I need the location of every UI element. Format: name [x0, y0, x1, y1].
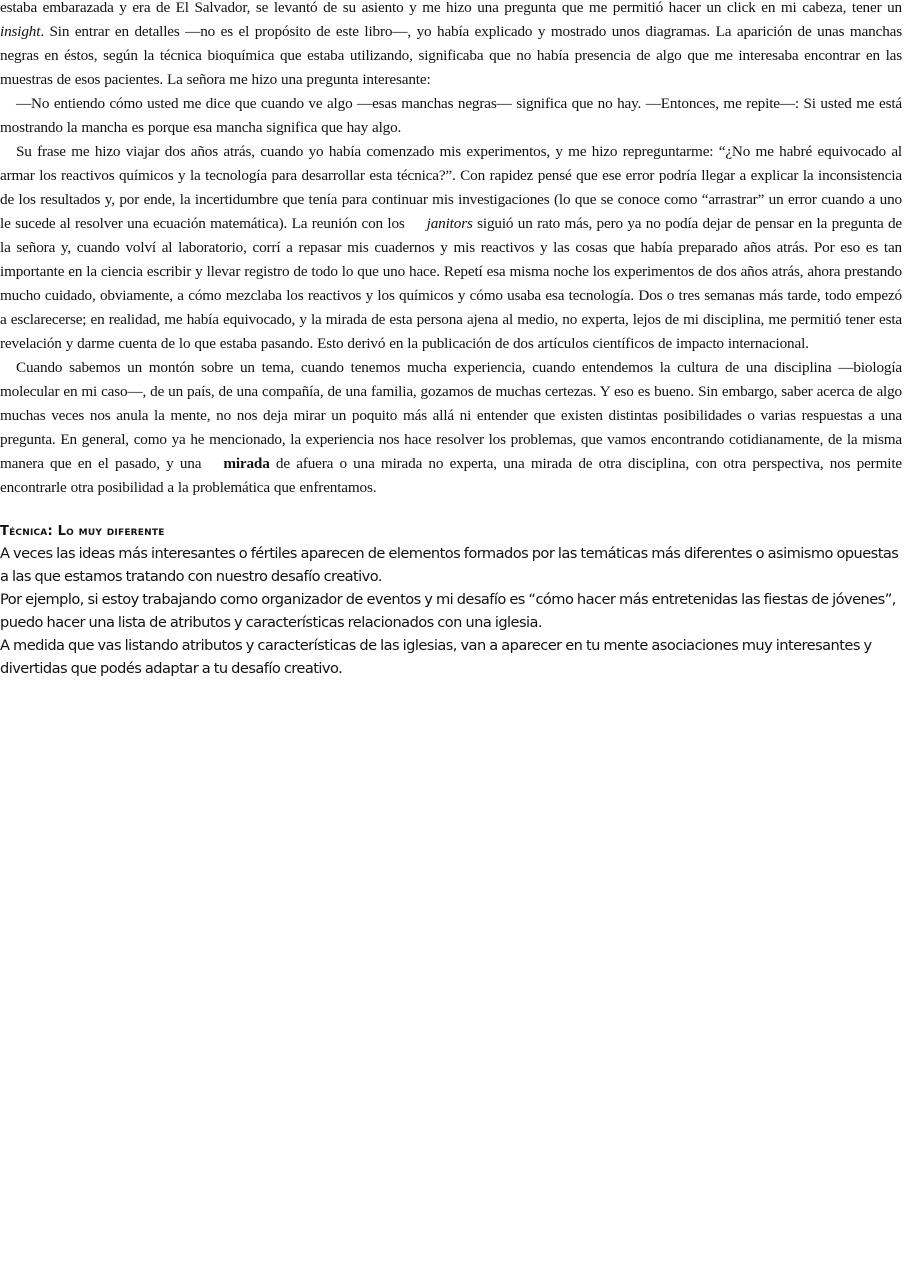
- section-paragraph-2: Por ejemplo, si estoy trabajando como organizador de eventos y mi desafío es “cómo hacer más entretenidas las fiestas de jóvenes”, puedo hacer una lista de atributos y características relacionados con una iglesia.: [0, 591, 896, 631]
- text-segment: Su frase me hizo viajar dos años atrás, cuando yo había comenzado mis experimentos, y me hizo repreguntarme: “¿No me habré equivocado al armar los reactivos químicos y la tecnología para desarrollar esta técnica?”. Con rapidez pensé que ese error podría llegar a explicar la inconsistencia de los resultados y, por ende, la incertidumbre que tenía para continuar mis investigaciones (lo que se conoce como “arrastrar” un error cuando a uno le sucede al resolver una ecuación matemática). La reunión con los: [0, 143, 902, 232]
- text-segment: estaba embarazada y era de El Salvador, se levantó de su asiento y me hizo una pregunta que me permitió hacer un click en mi cabeza, tener un: [0, 0, 902, 16]
- section-heading: Técnica: Lo muy diferente: [0, 524, 165, 539]
- section-paragraph-3: A medida que vas listando atributos y características de las iglesias, van a aparecer en tu mente asociaciones muy interesantes y divertidas que podés adaptar a tu desafío creativo.: [0, 637, 872, 677]
- paragraph-2-dialogue: [0, 92, 902, 140]
- text-segment: siguió un rato más, pero ya no podía dejar de pensar en la pregunta de la señora y, cuando volví al laboratorio, corrí a repasar mis cuadernos y mis reactivos y las cosas que había preparado años atrás. Por eso es tan importante en la ciencia escribir y llevar registro de todo lo que uno hace. Repetí esa misma noche los experimentos de dos años atrás, ahora prestando mucho cuidado, obviamente, a cómo mezclaba los reactivos y los químicos y cómo usaba esa tecnología. Dos o tres semanas más tarde, todo empezó a esclarecerse; en realidad, me había equivocado, y la mirada de esta persona ajena al medio, no experta, lejos de mi disciplina, me permitió tener esta revelación y darme cuenta de lo que estaba pasando. Esto derivó en la publicación de dos artículos científicos de impacto internacional.: [0, 215, 902, 352]
- emphasis-mirada: mirada: [223, 455, 270, 472]
- text-segment: —No entiendo cómo usted me dice que cuando ve algo —esas manchas negras— significa que no hay. —Entonces, me repite—: Si usted me está mostrando la mancha es porque esa mancha significa que hay algo.: [0, 95, 902, 136]
- text-segment: Cuando sabemos un montón sobre un tema, cuando tenemos mucha experiencia, cuando entendemos la cultura de una disciplina —biología molecular en mi caso—, de un país, de una compañía, de una familia, gozamos de muchas certezas. Y eso es bueno. Sin embargo, saber acerca de algo muchas veces nos anula la mente, no nos deja mirar un poquito más allá ni entender que existen distintas posibilidades o varias respuestas a una pregunta. En general, como ya he mencionado, la experiencia nos hace resolver los problemas, que vamos encontrando cotidianamente, de la misma manera que en el pasado, y una: [0, 359, 902, 472]
- paragraph-1: [0, 0, 902, 92]
- body-text: [0, 0, 902, 500]
- emphasis-insight: insight: [0, 23, 41, 40]
- text-segment: de afuera o una mirada no experta, una mirada de otra disciplina, con otra perspectiva, nos permite encontrarle otra posibilidad a la problemática que enfrentamos.: [0, 455, 902, 496]
- text-segment: . Sin entrar en detalles —no es el propósito de este libro—, yo había explicado y mostrado unos diagramas. La aparición de unas manchas negras en éstos, según la técnica bioquímica que estaba utilizando, significaba que no había presencia de algo que me interesaba encontrar en las muestras de esos pacientes. La señora me hizo una pregunta interesante:: [0, 23, 902, 88]
- emphasis-janitors: janitors: [426, 215, 473, 232]
- paragraph-3: [0, 140, 902, 356]
- paragraph-4: [0, 356, 902, 500]
- section-paragraph-1: A veces las ideas más interesantes o fértiles aparecen de elementos formados por las temáticas más diferentes o asimismo opuestas a las que estamos tratando con nuestro desafío creativo.: [0, 545, 899, 585]
- technique-section: [0, 522, 902, 680]
